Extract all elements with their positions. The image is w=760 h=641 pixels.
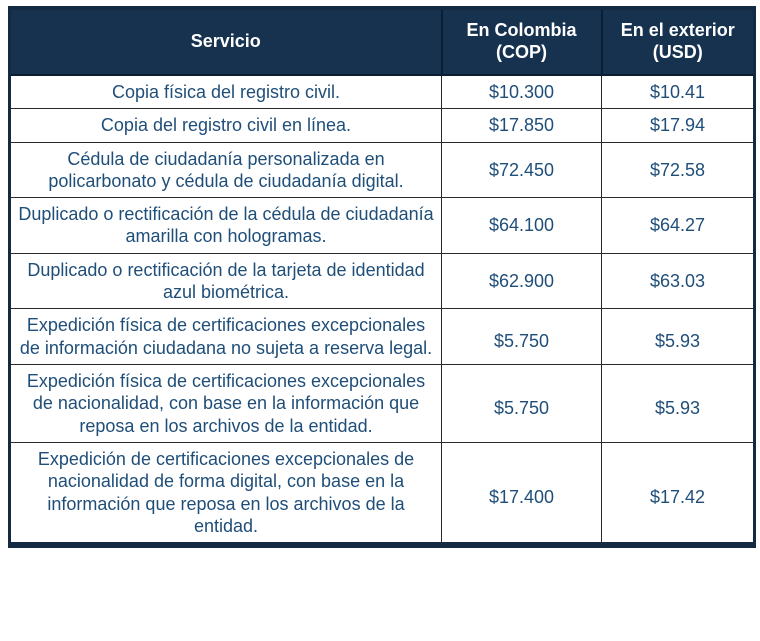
table-row bbox=[10, 198, 755, 254]
usd-cell: $10.41 bbox=[602, 75, 755, 109]
tariff-table bbox=[8, 6, 756, 548]
usd-cell: $17.94 bbox=[602, 109, 755, 142]
cop-cell: $5.750 bbox=[442, 309, 602, 365]
usd-cell: $72.58 bbox=[602, 142, 755, 198]
usd-cell: $5.93 bbox=[602, 365, 755, 443]
usd-cell: $5.93 bbox=[602, 309, 755, 365]
cop-cell: $72.450 bbox=[442, 142, 602, 198]
service-cell: Copia física del registro civil. bbox=[10, 75, 442, 109]
column-header-colombia-cop: En Colombia (COP) bbox=[442, 8, 602, 75]
usd-cell: $63.03 bbox=[602, 253, 755, 309]
cop-cell: $64.100 bbox=[442, 198, 602, 254]
cop-cell: $17.400 bbox=[442, 442, 602, 545]
table-row bbox=[10, 109, 755, 142]
usd-cell: $64.27 bbox=[602, 198, 755, 254]
service-cell: Expedición física de certificaciones excepcionales de información ciudadana no sujeta a reserva legal. bbox=[10, 309, 442, 365]
table-row bbox=[10, 75, 755, 109]
table-body bbox=[10, 75, 755, 545]
table-row bbox=[10, 253, 755, 309]
table-row bbox=[10, 142, 755, 198]
table-row bbox=[10, 309, 755, 365]
service-cell: Duplicado o rectificación de la tarjeta de identidad azul biométrica. bbox=[10, 253, 442, 309]
service-cell: Expedición física de certificaciones excepcionales de nacionalidad, con base en la información que reposa en los archivos de la entidad. bbox=[10, 365, 442, 443]
cop-cell: $17.850 bbox=[442, 109, 602, 142]
service-cell: Copia del registro civil en línea. bbox=[10, 109, 442, 142]
table-row bbox=[10, 365, 755, 443]
header-row bbox=[10, 8, 755, 75]
cop-cell: $62.900 bbox=[442, 253, 602, 309]
service-cell: Cédula de ciudadanía personalizada en policarbonato y cédula de ciudadanía digital. bbox=[10, 142, 442, 198]
table-header bbox=[10, 8, 755, 75]
table-row bbox=[10, 442, 755, 545]
cop-cell: $10.300 bbox=[442, 75, 602, 109]
service-cell: Duplicado o rectificación de la cédula de ciudadanía amarilla con hologramas. bbox=[10, 198, 442, 254]
cop-cell: $5.750 bbox=[442, 365, 602, 443]
usd-cell: $17.42 bbox=[602, 442, 755, 545]
service-cell: Expedición de certificaciones excepcionales de nacionalidad de forma digital, con base en la información que reposa en los archivos de la entidad. bbox=[10, 442, 442, 545]
column-header-servicio: Servicio bbox=[10, 8, 442, 75]
column-header-exterior-usd: En el exterior (USD) bbox=[602, 8, 755, 75]
